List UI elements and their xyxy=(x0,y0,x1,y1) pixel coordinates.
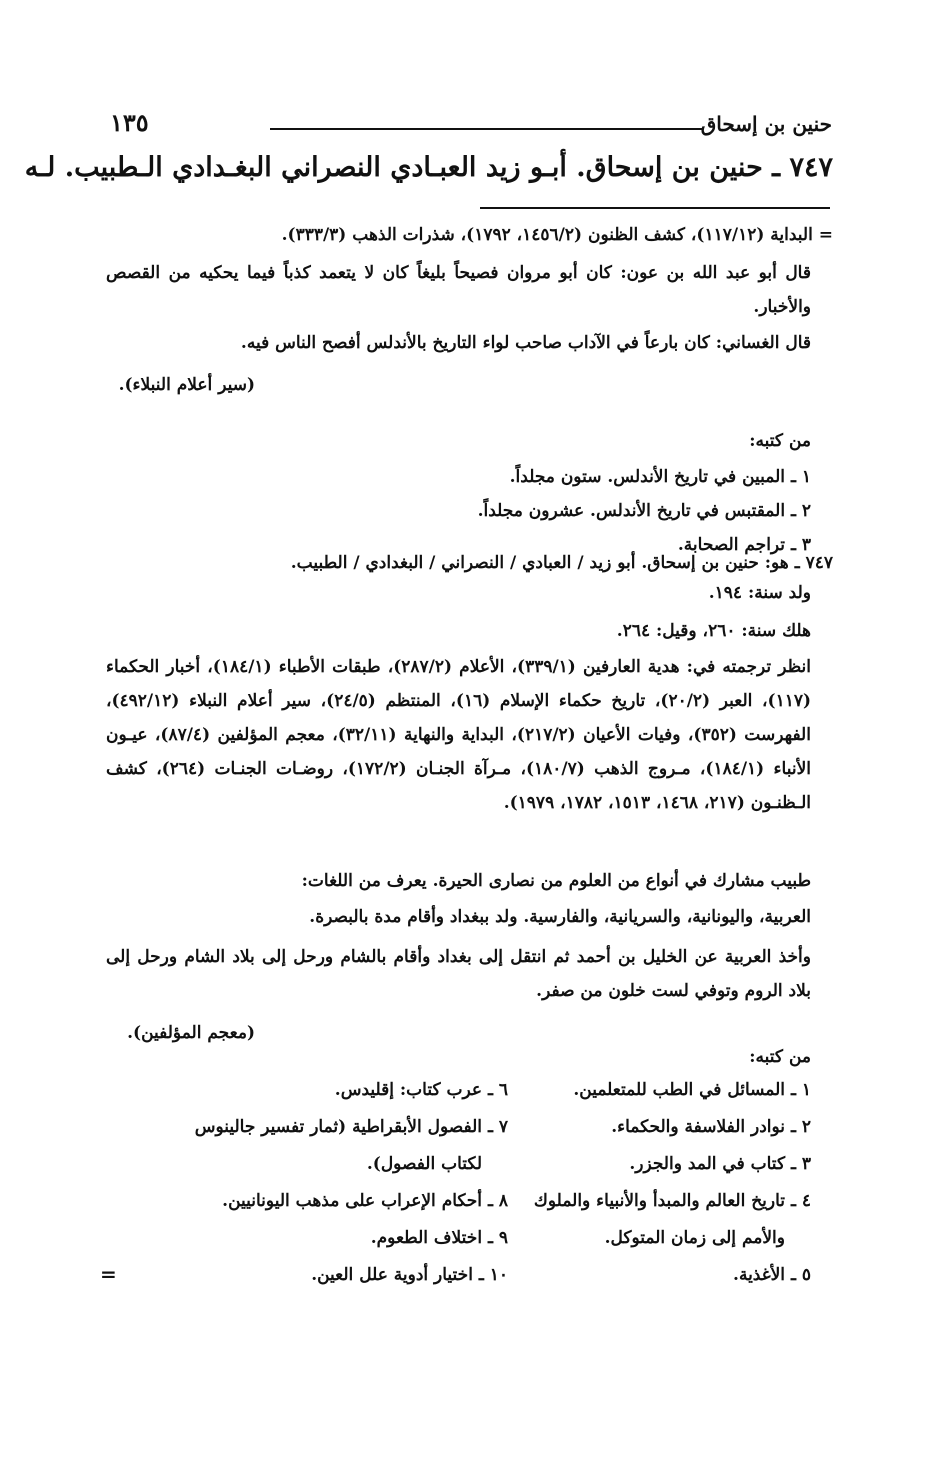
books-heading-1: من كتبه: xyxy=(749,431,811,451)
book-item: ٢ ـ نوادر الفلاسفة والحكماء. xyxy=(611,1117,811,1137)
quote-ghassani: قال الغساني: كان بارعاً في الآداب صاحب لواء التاريخ بالأندلس أفصح الناس فيه. xyxy=(240,333,811,353)
header-rule xyxy=(270,128,702,130)
birth-year: ولد سنة: ١٩٤. xyxy=(708,583,811,603)
description-line-2: العربية، واليونانية، والسريانية، والفارسية. ولد ببغداد وأقام مدة بالبصرة. xyxy=(309,907,811,927)
book-item: ٦ ـ عرب كتاب: إقليدس. xyxy=(334,1080,508,1100)
description-line-3: وأخذ العربية عن الخليل بن أحمد ثم انتقل إلى بغداد وأقام بالشام ورحل إلى بلاد الشام ورحل إلى بلاد الروم وتوفي لست خلون من صفر. xyxy=(106,947,811,1001)
books-list-2-left xyxy=(178,1072,508,1294)
book-item: ١ ـ المسائل في الطب للمتعلمين. xyxy=(573,1080,811,1100)
entry-identity: ٧٤٧ ـ هو: حنين بن إسحاق. أبو زيد / العبادي / النصراني / البغدادي / الطبيب. xyxy=(290,553,833,573)
source-siyar: (سير أعلام النبلاء). xyxy=(118,375,255,395)
footnote-separator xyxy=(480,207,830,209)
footnote-continuation: = البداية (١١٧/١٢)، كشف الظنون (١٤٥٦/٢، ١٧٩٢)، شذرات الذهب (٣٣٣/٣). xyxy=(281,225,833,245)
running-title: حنين بن إسحاق xyxy=(700,112,832,136)
book-item: ١٠ ـ اختيار أدوية علل العين. xyxy=(311,1265,508,1285)
book-item: ٤ ـ تاريخ العالم والمبدأ والأنبياء والملوك xyxy=(533,1191,811,1211)
books-list-2-right xyxy=(491,1072,811,1294)
continuation-mark: = xyxy=(100,1262,117,1286)
book-item: ٢ ـ المقتبس في تاريخ الأندلس. عشرون مجلداً. xyxy=(477,501,811,521)
book-item: ٨ ـ أحكام الإعراب على مذهب اليونانيين. xyxy=(222,1191,508,1211)
description-line-1: طبيب مشارك في أنواع من العلوم من نصارى الحيرة. يعرف من اللغات: xyxy=(301,871,811,891)
page-number: ١٣٥ xyxy=(110,108,149,137)
biography-references: انظر ترجمته في: هدية العارفين (٣٣٩/١)، الأعلام (٢٨٧/٢)، طبقات الأطباء (١٨٤/١)، أخبار الحكماء (١١٧)، العبر (٢٠/٢)، تاريخ حكماء الإسلام (١٦)، المنتظم (٢٤/٥)، سير أعلام النبلاء (٤٩٢/١٢)، الفهرست (٣٥٢)، وفيات الأعيان (٢١٧/٢)، البداية والنهاية (٣٢/١١)، معجم المؤلفين (٨٧/٤)، عيـون الأنباء (١٨٤/١)، مـروج الذهب (١٨٠/٧)، مـرآة الجنـان (١٧٢/٢)، روضـات الجنـات (٢٦٤)، كشف الـظنـون (٢١٧، ١٤٦٨، ١٥١٣، ١٧٨٢، ١٩٧٩). xyxy=(106,657,812,813)
book-item: ٣ ـ تراجم الصحابة. xyxy=(677,535,811,555)
book-item: ٩ ـ اختلاف الطعوم. xyxy=(370,1228,508,1248)
book-item-continuation: لكتاب الفصول). xyxy=(366,1154,482,1174)
running-header xyxy=(110,108,832,142)
quote-ibn-aoun: قال أبو عبد الله بن عون: كان أبو مروان فصيحاً بليغاً كان لا يتعمد كذباً فيما يحكيه من القصص والأخبار. xyxy=(106,263,811,317)
death-year: هلك سنة: ٢٦٠، وقيل: ٢٦٤. xyxy=(616,621,811,641)
books-heading-2: من كتبه: xyxy=(749,1047,811,1067)
book-item: ٣ ـ كتاب في المد والجزر. xyxy=(629,1154,811,1174)
book-item-continuation: والأمم إلى زمان المتوكل. xyxy=(604,1228,785,1248)
book-item: ٧ ـ الفصول الأبقراطية (ثمار تفسير جالينوس xyxy=(194,1117,508,1137)
source-mujam: (معجم المؤلفين). xyxy=(127,1023,255,1043)
entry-title: ٧٤٧ ـ حنين بن إسحاق. أبـو زيد العبـادي النصراني البغـدادي الـطبيب. لـه xyxy=(24,152,833,183)
book-item: ٥ ـ الأغذية. xyxy=(733,1265,811,1285)
book-item: ١ ـ المبين في تاريخ الأندلس. ستون مجلداً. xyxy=(509,467,811,487)
books-list-1 xyxy=(311,426,811,562)
